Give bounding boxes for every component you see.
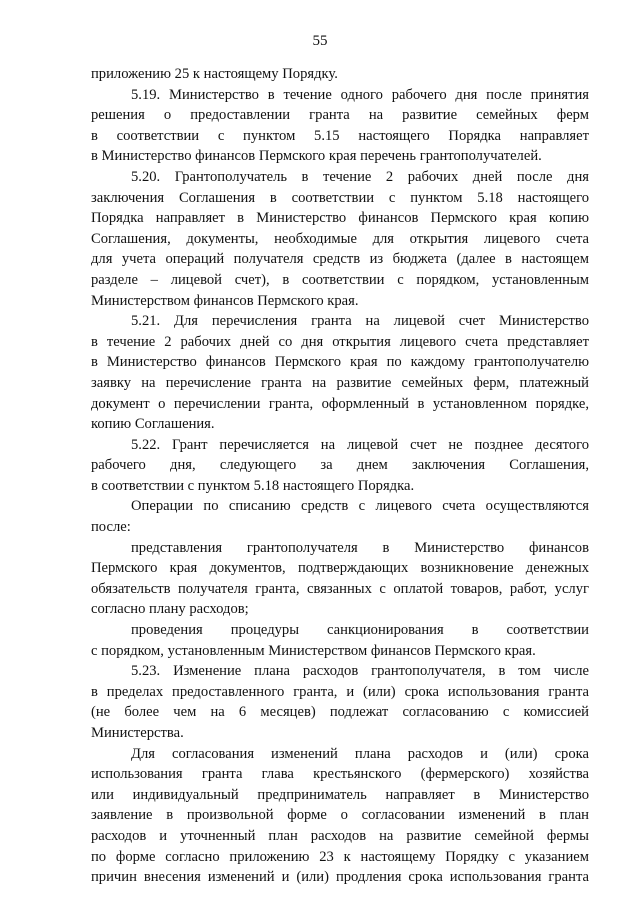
text-line: представления грантополучателя в Министерство финансов [131, 539, 589, 556]
text-line: с порядком, установленным Министерством финансов Пермского края. [91, 642, 536, 659]
text-line: разделе – лицевой счет), в соответствии с порядком, установленным [91, 271, 589, 288]
text-line: заключения Соглашения в соответствии с пунктом 5.18 настоящего [91, 189, 589, 206]
text-line: или индивидуальный предприниматель направляет в Министерство [91, 786, 589, 803]
text-line: Пермского края документов, подтверждающих возникновение денежных [91, 560, 589, 577]
text-line: (не более чем на 6 месяцев) подлежат согласованию с комиссией [91, 704, 589, 721]
text-line: 5.19. Министерство в течение одного рабочего дня после принятия [131, 86, 589, 103]
text-line: рабочего дня, следующего за днем заключения Соглашения, [91, 457, 589, 474]
body-text [91, 64, 589, 888]
text-line: документ о перечислении гранта, оформленный в установленном порядке, [91, 395, 589, 412]
text-line: причин внесения изменений и (или) продления срока использования гранта [91, 869, 589, 886]
text-line: в Министерство финансов Пермского края по каждому грантополучателю [91, 354, 589, 371]
text-line: 5.22. Грант перечисляется на лицевой счет не позднее десятого [131, 436, 589, 453]
text-line: расходов и уточненный план расходов на развитие семейной фермы [91, 827, 589, 844]
text-line: заявку на перечисление гранта на развитие семейных ферм, платежный [91, 374, 589, 391]
text-line: после: [91, 519, 131, 536]
text-line: заявление в произвольной форме о согласовании изменений в план [91, 807, 589, 824]
text-line: 5.20. Грантополучатель в течение 2 рабочих дней после дня [131, 168, 589, 185]
text-line: Для согласования изменений плана расходов и (или) срока [131, 745, 589, 762]
text-line: согласно плану расходов; [91, 601, 249, 618]
text-line: по форме согласно приложению 23 к настоящему Порядку с указанием [91, 848, 589, 865]
text-line: копию Соглашения. [91, 416, 215, 433]
text-line: Соглашения, документы, необходимые для открытия лицевого счета [91, 230, 589, 247]
text-line: обязательств получателя гранта, связанных с оплатой товаров, работ, услуг [91, 580, 589, 597]
text-line: в соответствии с пунктом 5.15 настоящего Порядка направляет [91, 127, 589, 144]
text-line: Министерства. [91, 725, 184, 741]
page-number: 55 [312, 33, 328, 49]
text-line: в течение 2 рабочих дней со дня открытия лицевого счета представляет [91, 333, 589, 350]
text-line: проведения процедуры санкционирования в соответствии [131, 622, 589, 639]
text-line: в Министерство финансов Пермского края перечень грантополучателей. [91, 148, 542, 165]
text-line: 5.23. Изменение плана расходов грантополучателя, в том числе [131, 663, 589, 680]
text-line: для учета операций получателя средств из бюджета (далее в настоящем [91, 251, 589, 268]
text-line: в пределах предоставленного гранта, и (или) срока использования гранта [91, 683, 589, 700]
text-line: использования гранта глава крестьянского (фермерского) хозяйства [91, 766, 589, 783]
text-line: приложению 25 к настоящему Порядку. [91, 66, 338, 82]
text-line: Порядка направляет в Министерство финансов Пермского края копию [91, 210, 589, 227]
text-line: 5.21. Для перечисления гранта на лицевой счет Министерство [131, 313, 589, 330]
text-line: в соответствии с пунктом 5.18 настоящего Порядка. [91, 477, 415, 494]
text-line: Операции по списанию средств с лицевого счета осуществляются [131, 498, 589, 515]
text-line: Министерством финансов Пермского края. [91, 292, 359, 309]
text-line: решения о предоставлении гранта на развитие семейных ферм [91, 107, 589, 124]
